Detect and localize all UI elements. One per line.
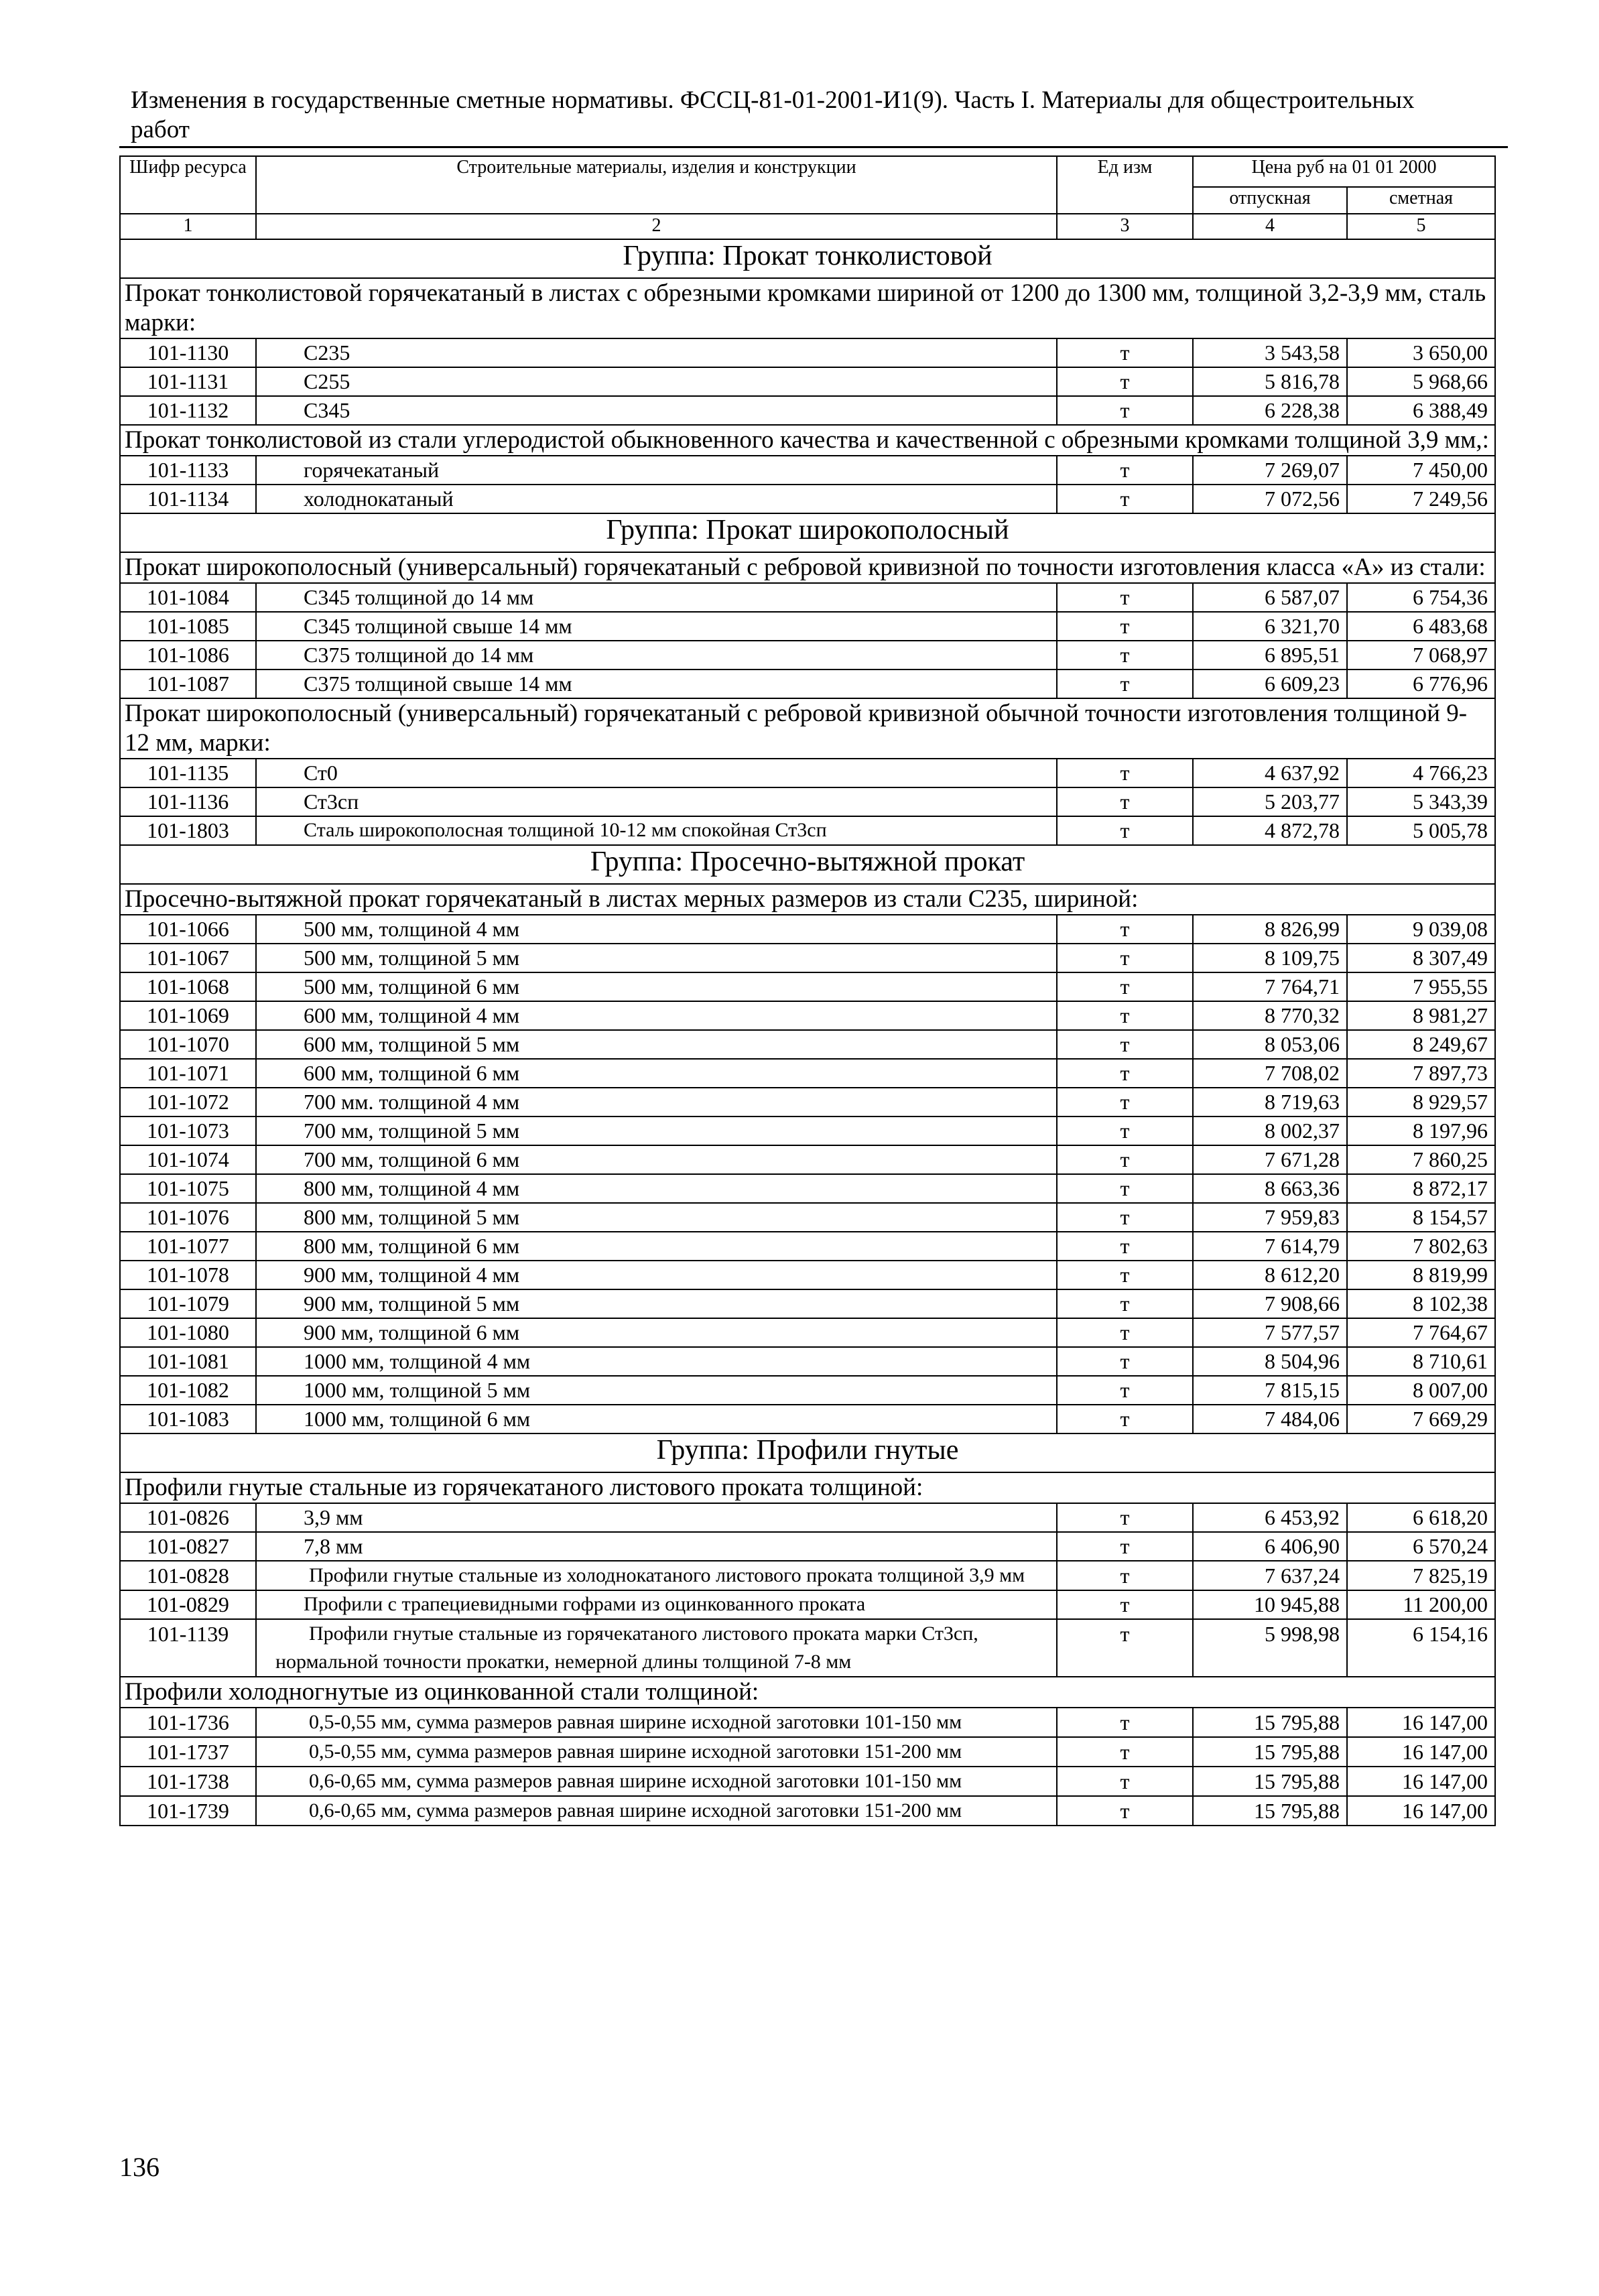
page-number: 136 — [119, 2152, 159, 2182]
table-row — [120, 915, 1495, 944]
subgroup-description: Профили холодногнутые из оцинкованной стали толщиной: — [120, 1677, 1495, 1708]
resource-code: 101-0829 — [120, 1590, 256, 1619]
table-row — [120, 641, 1495, 669]
unit: т — [1057, 1796, 1193, 1826]
table-row — [120, 1767, 1495, 1796]
table-row — [120, 338, 1495, 367]
material-name: 800 мм, толщиной 6 мм — [256, 1232, 1057, 1261]
price-estimate: 16 147,00 — [1347, 1767, 1495, 1796]
table-row — [120, 1376, 1495, 1405]
group-title: Группа: Прокат широкополосный — [120, 513, 1495, 552]
unit: т — [1057, 338, 1193, 367]
group-row — [120, 1433, 1495, 1472]
group-row — [120, 239, 1495, 278]
price-release: 6 609,23 — [1193, 669, 1347, 698]
resource-code: 101-1069 — [120, 1001, 256, 1030]
table-row — [120, 1117, 1495, 1145]
price-estimate: 8 981,27 — [1347, 1001, 1495, 1030]
price-estimate: 8 872,17 — [1347, 1174, 1495, 1203]
price-estimate: 16 147,00 — [1347, 1737, 1495, 1767]
material-name: 0,6-0,65 мм, сумма размеров равная ширине исходной заготовки 101-150 мм — [256, 1767, 1057, 1796]
material-name: Ст3сп — [256, 787, 1057, 816]
material-name: 7,8 мм — [256, 1532, 1057, 1561]
price-release: 15 795,88 — [1193, 1796, 1347, 1826]
material-name: 500 мм, толщиной 4 мм — [256, 915, 1057, 944]
table-row — [120, 396, 1495, 425]
price-estimate: 3 650,00 — [1347, 338, 1495, 367]
price-release: 8 504,96 — [1193, 1347, 1347, 1376]
col-number: 1 — [120, 214, 256, 239]
price-release: 5 203,77 — [1193, 787, 1347, 816]
price-estimate: 16 147,00 — [1347, 1796, 1495, 1826]
table-row — [120, 759, 1495, 787]
material-name: Ст0 — [256, 759, 1057, 787]
price-release: 15 795,88 — [1193, 1767, 1347, 1796]
price-release: 7 815,15 — [1193, 1376, 1347, 1405]
material-name: Профили гнутые стальные из холоднокатаного листового проката толщиной 3,9 мм — [256, 1561, 1057, 1590]
price-estimate: 6 618,20 — [1347, 1503, 1495, 1532]
price-release: 7 671,28 — [1193, 1145, 1347, 1174]
unit: т — [1057, 485, 1193, 513]
material-name: 1000 мм, толщиной 4 мм — [256, 1347, 1057, 1376]
unit: т — [1057, 1088, 1193, 1117]
resource-code: 101-1738 — [120, 1767, 256, 1796]
header-rule — [119, 146, 1508, 148]
resource-code: 101-1083 — [120, 1405, 256, 1433]
price-release: 7 614,79 — [1193, 1232, 1347, 1261]
table-row — [120, 1059, 1495, 1088]
price-estimate: 7 068,97 — [1347, 641, 1495, 669]
resource-code: 101-1087 — [120, 669, 256, 698]
price-release: 10 945,88 — [1193, 1590, 1347, 1619]
material-name: 500 мм, толщиной 5 мм — [256, 944, 1057, 972]
unit: т — [1057, 1347, 1193, 1376]
header-name: Строительные материалы, изделия и конструкции — [256, 156, 1057, 214]
resource-code: 101-1076 — [120, 1203, 256, 1232]
table-row — [120, 1289, 1495, 1318]
table-row — [120, 816, 1495, 845]
table-row — [120, 1532, 1495, 1561]
resource-code: 101-1085 — [120, 612, 256, 641]
resource-code: 101-1133 — [120, 456, 256, 485]
unit: т — [1057, 944, 1193, 972]
unit: т — [1057, 1001, 1193, 1030]
resource-code: 101-1135 — [120, 759, 256, 787]
price-estimate: 8 710,61 — [1347, 1347, 1495, 1376]
unit: т — [1057, 1737, 1193, 1767]
unit: т — [1057, 1405, 1193, 1433]
price-estimate: 7 955,55 — [1347, 972, 1495, 1001]
resource-code: 101-0828 — [120, 1561, 256, 1590]
resource-code: 101-1075 — [120, 1174, 256, 1203]
price-release: 7 484,06 — [1193, 1405, 1347, 1433]
resource-code: 101-1067 — [120, 944, 256, 972]
subgroup-row — [120, 1472, 1495, 1503]
subgroup-description: Прокат широкополосный (универсальный) горячекатаный с ребровой кривизной по точности изготовления класса «А» из стали: — [120, 552, 1495, 583]
unit: т — [1057, 641, 1193, 669]
unit: т — [1057, 1532, 1193, 1561]
material-name: С345 толщиной свыше 14 мм — [256, 612, 1057, 641]
material-name: 700 мм. толщиной 4 мм — [256, 1088, 1057, 1117]
unit: т — [1057, 816, 1193, 845]
resource-code: 101-1132 — [120, 396, 256, 425]
unit: т — [1057, 787, 1193, 816]
price-estimate: 7 450,00 — [1347, 456, 1495, 485]
material-name: 900 мм, толщиной 4 мм — [256, 1261, 1057, 1289]
unit: т — [1057, 1174, 1193, 1203]
unit: т — [1057, 1117, 1193, 1145]
price-release: 6 228,38 — [1193, 396, 1347, 425]
unit: т — [1057, 1318, 1193, 1347]
unit: т — [1057, 669, 1193, 698]
table-row — [120, 1318, 1495, 1347]
material-name: 1000 мм, толщиной 5 мм — [256, 1376, 1057, 1405]
resource-code: 101-1072 — [120, 1088, 256, 1117]
table-row — [120, 1030, 1495, 1059]
price-estimate: 7 764,67 — [1347, 1318, 1495, 1347]
price-estimate: 5 343,39 — [1347, 787, 1495, 816]
subgroup-description: Прокат широкополосный (универсальный) горячекатаный с ребровой кривизной обычной точности изготовления толщиной 9-12 мм, марки: — [120, 698, 1495, 759]
table-row — [120, 1145, 1495, 1174]
resource-code: 101-1737 — [120, 1737, 256, 1767]
resource-code: 101-1082 — [120, 1376, 256, 1405]
price-release: 8 719,63 — [1193, 1088, 1347, 1117]
group-title: Группа: Профили гнутые — [120, 1433, 1495, 1472]
header-price: Цена руб на 01 01 2000 — [1193, 156, 1495, 187]
table-row — [120, 612, 1495, 641]
col-number: 2 — [256, 214, 1057, 239]
unit: т — [1057, 1261, 1193, 1289]
col-number: 5 — [1347, 214, 1495, 239]
price-estimate: 5 968,66 — [1347, 367, 1495, 396]
price-estimate: 7 860,25 — [1347, 1145, 1495, 1174]
price-table — [119, 155, 1496, 1826]
table-row — [120, 972, 1495, 1001]
table-row — [120, 485, 1495, 513]
material-name: С235 — [256, 338, 1057, 367]
price-release: 3 543,58 — [1193, 338, 1347, 367]
material-name: С255 — [256, 367, 1057, 396]
resource-code: 101-1136 — [120, 787, 256, 816]
material-name: 0,5-0,55 мм, сумма размеров равная ширине исходной заготовки 151-200 мм — [256, 1737, 1057, 1767]
subgroup-row — [120, 1677, 1495, 1708]
unit: т — [1057, 915, 1193, 944]
price-release: 7 577,57 — [1193, 1318, 1347, 1347]
price-estimate: 7 669,29 — [1347, 1405, 1495, 1433]
price-release: 6 321,70 — [1193, 612, 1347, 641]
unit: т — [1057, 1590, 1193, 1619]
price-release: 7 269,07 — [1193, 456, 1347, 485]
price-estimate: 5 005,78 — [1347, 816, 1495, 845]
material-name: С345 толщиной до 14 мм — [256, 583, 1057, 612]
resource-code: 101-1066 — [120, 915, 256, 944]
resource-code: 101-1081 — [120, 1347, 256, 1376]
table-row — [120, 669, 1495, 698]
price-estimate: 7 249,56 — [1347, 485, 1495, 513]
price-release: 8 663,36 — [1193, 1174, 1347, 1203]
resource-code: 101-0827 — [120, 1532, 256, 1561]
resource-code: 101-1131 — [120, 367, 256, 396]
unit: т — [1057, 759, 1193, 787]
price-release: 6 587,07 — [1193, 583, 1347, 612]
document-header: Изменения в государственные сметные нормативы. ФССЦ-81-01-2001-И1(9). Часть I. Материалы для общестроительных работ — [131, 86, 1415, 143]
price-release: 6 453,92 — [1193, 1503, 1347, 1532]
subgroup-description: Профили гнутые стальные из горячекатаного листового проката толщиной: — [120, 1472, 1495, 1503]
subgroup-row — [120, 884, 1495, 915]
table-row — [120, 1347, 1495, 1376]
resource-code: 101-1080 — [120, 1318, 256, 1347]
price-estimate: 6 483,68 — [1347, 612, 1495, 641]
material-name: Профили с трапециевидными гофрами из оцинкованного проката — [256, 1590, 1057, 1619]
resource-code: 101-1073 — [120, 1117, 256, 1145]
table-row — [120, 583, 1495, 612]
table-row — [120, 1261, 1495, 1289]
group-row — [120, 513, 1495, 552]
material-name: 0,5-0,55 мм, сумма размеров равная ширине исходной заготовки 101-150 мм — [256, 1708, 1057, 1737]
resource-code: 101-1130 — [120, 338, 256, 367]
price-release: 4 637,92 — [1193, 759, 1347, 787]
price-estimate: 8 154,57 — [1347, 1203, 1495, 1232]
price-release: 15 795,88 — [1193, 1708, 1347, 1737]
unit: т — [1057, 1232, 1193, 1261]
resource-code: 101-1086 — [120, 641, 256, 669]
header-price-estimate: сметная — [1347, 187, 1495, 214]
material-name: 900 мм, толщиной 5 мм — [256, 1289, 1057, 1318]
unit: т — [1057, 1767, 1193, 1796]
col-number: 3 — [1057, 214, 1193, 239]
material-name: Профили гнутые стальные из горячекатаного листового проката марки Ст3сп, нормальной точности прокатки, немерной длины толщиной 7-8 мм — [256, 1619, 1057, 1677]
price-release: 7 708,02 — [1193, 1059, 1347, 1088]
price-estimate: 6 388,49 — [1347, 396, 1495, 425]
resource-code: 101-1803 — [120, 816, 256, 845]
price-release: 6 895,51 — [1193, 641, 1347, 669]
table-body — [120, 239, 1495, 1826]
subgroup-description: Прокат тонколистовой горячекатаный в листах с обрезными кромками шириной от 1200 до 1300 мм, толщиной 3,2-3,9 мм, сталь марки: — [120, 278, 1495, 338]
resource-code: 101-1074 — [120, 1145, 256, 1174]
group-row — [120, 845, 1495, 884]
table-row — [120, 787, 1495, 816]
table-row — [120, 1088, 1495, 1117]
material-name: 500 мм, толщиной 6 мм — [256, 972, 1057, 1001]
unit: т — [1057, 1708, 1193, 1737]
subgroup-row — [120, 425, 1495, 456]
price-release: 8 053,06 — [1193, 1030, 1347, 1059]
material-name: 0,6-0,65 мм, сумма размеров равная ширине исходной заготовки 151-200 мм — [256, 1796, 1057, 1826]
unit: т — [1057, 1145, 1193, 1174]
material-name: горячекатаный — [256, 456, 1057, 485]
price-release: 8 770,32 — [1193, 1001, 1347, 1030]
price-estimate: 7 897,73 — [1347, 1059, 1495, 1088]
price-estimate: 6 154,16 — [1347, 1619, 1495, 1677]
table-row — [120, 456, 1495, 485]
table-row — [120, 1203, 1495, 1232]
price-estimate: 6 570,24 — [1347, 1532, 1495, 1561]
material-name: 600 мм, толщиной 6 мм — [256, 1059, 1057, 1088]
table-row — [120, 1232, 1495, 1261]
unit: т — [1057, 367, 1193, 396]
price-release: 8 826,99 — [1193, 915, 1347, 944]
material-name: С375 толщиной до 14 мм — [256, 641, 1057, 669]
resource-code: 101-1084 — [120, 583, 256, 612]
table-row — [120, 1174, 1495, 1203]
price-estimate: 8 307,49 — [1347, 944, 1495, 972]
price-release: 5 816,78 — [1193, 367, 1347, 396]
table-row — [120, 1590, 1495, 1619]
resource-code: 101-1070 — [120, 1030, 256, 1059]
price-release: 7 072,56 — [1193, 485, 1347, 513]
resource-code: 101-1071 — [120, 1059, 256, 1088]
header-code: Шифр ресурса — [120, 156, 256, 214]
price-estimate: 16 147,00 — [1347, 1708, 1495, 1737]
table-row — [120, 1737, 1495, 1767]
price-release: 8 002,37 — [1193, 1117, 1347, 1145]
table-row — [120, 1561, 1495, 1590]
material-name: 600 мм, толщиной 4 мм — [256, 1001, 1057, 1030]
table-row — [120, 1405, 1495, 1433]
price-estimate: 4 766,23 — [1347, 759, 1495, 787]
price-release: 15 795,88 — [1193, 1737, 1347, 1767]
unit: т — [1057, 972, 1193, 1001]
unit: т — [1057, 612, 1193, 641]
price-release: 7 908,66 — [1193, 1289, 1347, 1318]
material-name: С345 — [256, 396, 1057, 425]
resource-code: 101-1077 — [120, 1232, 256, 1261]
header-unit: Ед изм — [1057, 156, 1193, 214]
price-release: 7 764,71 — [1193, 972, 1347, 1001]
price-release: 5 998,98 — [1193, 1619, 1347, 1677]
subgroup-description: Просечно-вытяжной прокат горячекатаный в листах мерных размеров из стали С235, шириной: — [120, 884, 1495, 915]
unit: т — [1057, 583, 1193, 612]
price-estimate: 6 776,96 — [1347, 669, 1495, 698]
price-estimate: 8 197,96 — [1347, 1117, 1495, 1145]
table-row — [120, 944, 1495, 972]
unit: т — [1057, 456, 1193, 485]
group-title: Группа: Прокат тонколистовой — [120, 239, 1495, 278]
unit: т — [1057, 1289, 1193, 1318]
price-release: 8 109,75 — [1193, 944, 1347, 972]
material-name: Сталь широкополосная толщиной 10-12 мм спокойная Ст3сп — [256, 816, 1057, 845]
table-row — [120, 1001, 1495, 1030]
table-row — [120, 367, 1495, 396]
resource-code: 101-1078 — [120, 1261, 256, 1289]
table-row — [120, 1619, 1495, 1677]
resource-code: 101-1079 — [120, 1289, 256, 1318]
resource-code: 101-1739 — [120, 1796, 256, 1826]
resource-code: 101-1134 — [120, 485, 256, 513]
subgroup-row — [120, 278, 1495, 338]
price-estimate: 11 200,00 — [1347, 1590, 1495, 1619]
subgroup-description: Прокат тонколистовой из стали углеродистой обыкновенного качества и качественной с обрезными кромками толщиной 3,9 мм,: — [120, 425, 1495, 456]
resource-code: 101-1736 — [120, 1708, 256, 1737]
price-estimate: 6 754,36 — [1347, 583, 1495, 612]
table-row — [120, 1708, 1495, 1737]
price-estimate: 8 249,67 — [1347, 1030, 1495, 1059]
unit: т — [1057, 1619, 1193, 1677]
price-release: 7 637,24 — [1193, 1561, 1347, 1590]
resource-code: 101-0826 — [120, 1503, 256, 1532]
price-release: 8 612,20 — [1193, 1261, 1347, 1289]
material-name: 700 мм, толщиной 6 мм — [256, 1145, 1057, 1174]
subgroup-row — [120, 552, 1495, 583]
material-name: С375 толщиной свыше 14 мм — [256, 669, 1057, 698]
unit: т — [1057, 1030, 1193, 1059]
price-estimate: 8 102,38 — [1347, 1289, 1495, 1318]
col-number: 4 — [1193, 214, 1347, 239]
header-price-release: отпускная — [1193, 187, 1347, 214]
unit: т — [1057, 1059, 1193, 1088]
unit: т — [1057, 1561, 1193, 1590]
table-row — [120, 1503, 1495, 1532]
material-name: 600 мм, толщиной 5 мм — [256, 1030, 1057, 1059]
material-name: 800 мм, толщиной 4 мм — [256, 1174, 1057, 1203]
material-name: 900 мм, толщиной 6 мм — [256, 1318, 1057, 1347]
price-estimate: 7 825,19 — [1347, 1561, 1495, 1590]
unit: т — [1057, 1203, 1193, 1232]
material-name: 700 мм, толщиной 5 мм — [256, 1117, 1057, 1145]
price-estimate: 9 039,08 — [1347, 915, 1495, 944]
unit: т — [1057, 396, 1193, 425]
price-estimate: 8 007,00 — [1347, 1376, 1495, 1405]
resource-code: 101-1139 — [120, 1619, 256, 1677]
table-row — [120, 1796, 1495, 1826]
price-estimate: 8 929,57 — [1347, 1088, 1495, 1117]
material-name: холоднокатаный — [256, 485, 1057, 513]
material-name: 3,9 мм — [256, 1503, 1057, 1532]
unit: т — [1057, 1376, 1193, 1405]
price-estimate: 7 802,63 — [1347, 1232, 1495, 1261]
group-title: Группа: Просечно-вытяжной прокат — [120, 845, 1495, 884]
price-estimate: 8 819,99 — [1347, 1261, 1495, 1289]
material-name: 800 мм, толщиной 5 мм — [256, 1203, 1057, 1232]
price-release: 4 872,78 — [1193, 816, 1347, 845]
price-release: 6 406,90 — [1193, 1532, 1347, 1561]
subgroup-row — [120, 698, 1495, 759]
price-release: 7 959,83 — [1193, 1203, 1347, 1232]
unit: т — [1057, 1503, 1193, 1532]
material-name: 1000 мм, толщиной 6 мм — [256, 1405, 1057, 1433]
resource-code: 101-1068 — [120, 972, 256, 1001]
